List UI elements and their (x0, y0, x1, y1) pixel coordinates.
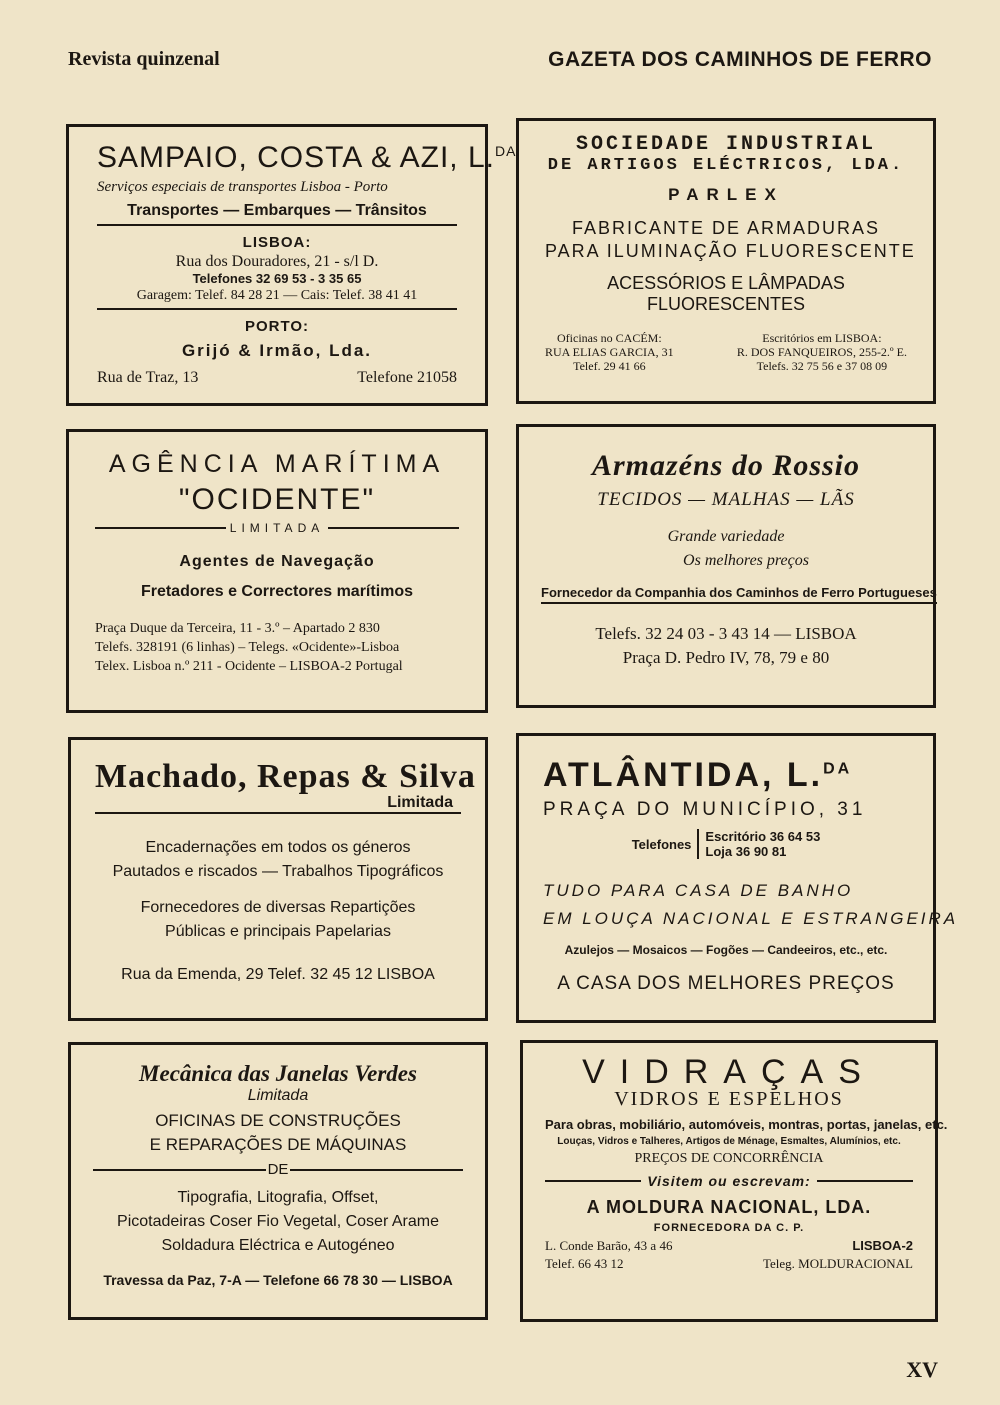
ad7-of2: E REPARAÇÕES DE MÁQUINAS (149, 1135, 407, 1154)
header-publication: Revista quinzenal (68, 48, 220, 70)
ad8-rule-right (817, 1180, 913, 1182)
header-title: GAZETA DOS CAMINHOS DE FERRO (548, 48, 932, 71)
ad7-footer: Travessa da Paz, 7-A — Telefone 66 78 30 — LISBOA (103, 1272, 453, 1288)
ad2-acc (545, 273, 907, 315)
ad2-brand: PARLEX (668, 185, 784, 204)
ad-vidracas (520, 1040, 948, 1322)
ad8-loucas: Louças, Vidros e Talheres, Artigos de Ménage, Esmaltes, Alumínios, etc. (557, 1136, 901, 1147)
ad2-acc-line2: FLUORESCENTES (646, 294, 806, 314)
ad-sociedade-industrial (516, 118, 936, 404)
ad7-de (93, 1161, 463, 1178)
ad3-rule-left (95, 527, 226, 529)
ad8-precos: PREÇOS DE CONCORRÊNCIA (634, 1151, 824, 1166)
ad2-office-label: Escritórios em LISBOA: (762, 331, 882, 345)
ad1-address-lisboa: Rua dos Douradores, 21 - s/l D. (175, 253, 379, 270)
ad6-tudo (543, 877, 959, 933)
ad3-addr1: Praça Duque da Terceira, 11 - 3.º – Apartado 2 830 (95, 621, 380, 636)
ad5-group1 (95, 836, 461, 884)
ad8-addr: L. Conde Barão, 43 a 46 (545, 1238, 673, 1253)
ad7-offices (93, 1109, 463, 1157)
ad2-acc-line1: ACESSÓRIOS E LÂMPADAS (607, 273, 845, 293)
ad8-mold: A MOLDURA NACIONAL, LDA. (586, 1197, 872, 1217)
ad8-visit (545, 1173, 913, 1189)
ad3-line2: "OCIDENTE" (178, 483, 376, 516)
ad7-of1: OFICINAS DE CONSTRUÇÕES (155, 1111, 401, 1130)
ad5-l4: Públicas e principais Papelarias (165, 923, 391, 940)
ad1-name-text: SAMPAIO, COSTA & AZI, L. (97, 141, 495, 174)
ad-atlantida (516, 733, 959, 1023)
ad6-name-sup: DA (823, 760, 853, 778)
ad6-square: PRAÇA DO MUNICÍPIO, 31 (543, 799, 867, 820)
ad8-visit-text: Visitem ou escrevam: (647, 1173, 811, 1189)
ad6-tudo1: TUDO PARA CASA DE BANHO (543, 881, 854, 900)
ad7-de-text: DE (267, 1161, 289, 1178)
ad6-shop: Loja 36 90 81 (705, 844, 787, 859)
ad7-rule-left (93, 1169, 266, 1171)
ad3-agents: Agentes de Navegação (179, 553, 375, 570)
ad8-city: LISBOA-2 (852, 1238, 913, 1253)
ad2-office (737, 331, 907, 373)
ad1-name (97, 141, 517, 175)
ad7-limited: Limitada (247, 1087, 309, 1104)
ad3-freight: Fretadores e Correctores marítimos (140, 583, 414, 600)
ad6-tudo2: EM LOUÇA NACIONAL E ESTRANGEIRA (543, 909, 959, 928)
ad2-office-address: R. DOS FANQUEIROS, 255-2.º E. (736, 345, 907, 359)
ad5-limited: Limitada (95, 794, 461, 814)
ad-machado-repas-silva (68, 737, 488, 1021)
ad-mecanica-janelas-verdes (68, 1042, 488, 1320)
ad5-l3: Fornecedores de diversas Repartições (140, 899, 416, 916)
ad1-phone-porto: Telefone 21058 (357, 369, 457, 386)
ad6-office: Escritório 36 64 53 (705, 829, 821, 844)
ad2-fab-line1: FABRICANTE DE ARMADURAS (571, 218, 881, 238)
ad1-footer (97, 369, 457, 387)
ad8-tel: Telef. 66 43 12 (545, 1256, 624, 1271)
ad8-teleg: Teleg. MOLDURACIONAL (762, 1256, 913, 1271)
ad1-services: Serviços especiais de transportes Lisboa - Porto (97, 179, 388, 195)
ad7-l1: Tipografia, Litografia, Offset, (177, 1189, 379, 1206)
ad2-office-phone: Telefs. 32 75 56 e 37 08 09 (756, 359, 888, 373)
ad8-name: VIDRAÇAS (582, 1053, 876, 1091)
ad1-address-porto: Rua de Traz, 13 (97, 369, 199, 386)
ad1-city-lisboa: LISBOA: (242, 234, 312, 251)
ad6-phones-list (697, 829, 820, 859)
ad3-rule-right (328, 527, 459, 529)
ad8-sub: VIDROS E ESPELHOS (614, 1088, 844, 1110)
ad3-limited (95, 521, 459, 535)
ad8-row1 (545, 1238, 913, 1254)
ad5-name: Machado, Repas & Silva (95, 758, 476, 795)
ad2-workshop-label: Oficinas no CACÉM: (557, 331, 662, 345)
ad5-group2 (95, 896, 461, 944)
ad2-name-line2: DE ARTIGOS ELÉCTRICOS, LDA. (547, 156, 905, 175)
ad1-name-sup: DA (495, 143, 517, 159)
ad4-var1: Grande variedade (667, 528, 785, 545)
ad5-l1: Encadernações em todos os géneros (145, 839, 411, 856)
ad6-phones-label: Telefones (631, 836, 692, 852)
ad2-name-line1: SOCIEDADE INDUSTRIAL (575, 133, 877, 156)
ad2-workshop-phone: Telef. 29 41 66 (573, 359, 646, 373)
ad3-addr3: Telex. Lisboa n.º 211 - Ocidente – LISBOA-2 Portugal (95, 659, 403, 674)
ad1-city-porto: PORTO: (244, 318, 310, 335)
ad7-list (93, 1186, 463, 1258)
ad6-phones (543, 829, 909, 859)
ad4-supplier: Fornecedor da Companhia dos Caminhos de Ferro Portugueses (541, 585, 937, 604)
ad7-l3: Soldadura Eléctrica e Autogéneo (161, 1237, 395, 1254)
ad5-l2: Pautados e riscados — Trabalhos Tipográficos (112, 863, 444, 880)
ad8-para: Para obras, mobiliário, automóveis, montras, portas, janelas, etc. (545, 1117, 948, 1132)
ad4-name: Armazéns do Rossio (591, 449, 861, 482)
ad4-variety (541, 525, 911, 573)
ad6-name (543, 756, 909, 795)
ad5-footer: Rua da Emenda, 29 Telef. 32 45 12 LISBOA (121, 966, 435, 983)
ad2-fab (545, 217, 916, 263)
ad1-garage: Garagem: Telef. 84 28 21 — Cais: Telef. 38 41 41 (97, 288, 457, 310)
page-number: XV (906, 1357, 938, 1382)
ad-armazens-rossio (516, 424, 936, 708)
ad8-row2 (545, 1256, 913, 1272)
ad1-transports: Transportes — Embarques — Trânsitos (97, 202, 457, 226)
ad6-items: Azulejos — Mosaicos — Fogões — Candeeiros, etc., etc. (564, 943, 888, 957)
ad4-var2: Os melhores preços (683, 552, 809, 569)
ad2-workshop (545, 331, 674, 373)
ad8-forn: FORNECEDORA DA C. P. (653, 1222, 805, 1234)
ad2-workshop-address: RUA ELIAS GARCIA, 31 (545, 345, 674, 359)
ad2-locations (545, 331, 907, 373)
ad3-limited-text: LIMITADA (229, 521, 325, 535)
ad3-addr2: Telefs. 328191 (6 linhas) – Telegs. «Ocidente»-Lisboa (95, 640, 400, 655)
ad2-fab-line2: PARA ILUMINAÇÃO FLUORESCENTE (545, 241, 916, 261)
ad6-casa: A CASA DOS MELHORES PREÇOS (557, 973, 895, 994)
ad6-name-text: ATLÂNTIDA, L. (543, 756, 824, 794)
ad7-l2: Picotadeiras Coser Fio Vegetal, Coser Arame (117, 1213, 439, 1230)
ad1-firm-porto: Grijó & Irmão, Lda. (181, 341, 373, 360)
ad8-rule-left (545, 1180, 641, 1182)
ad7-rule-right (290, 1169, 463, 1171)
ad-agencia-maritima (66, 429, 488, 713)
ad4-phones: Telefs. 32 24 03 - 3 43 14 — LISBOA (595, 624, 857, 643)
ad4-contact (541, 622, 911, 670)
ad3-line1: AGÊNCIA MARÍTIMA (108, 450, 446, 478)
ad1-phones-lisboa: Telefones 32 69 53 - 3 35 65 (192, 271, 362, 286)
ad4-goods: TECIDOS — MALHAS — LÃS (597, 489, 855, 510)
ad-sampaio-costa-azi (66, 124, 517, 406)
ad4-address: Praça D. Pedro IV, 78, 79 e 80 (622, 648, 830, 667)
ad7-name: Mecânica das Janelas Verdes (139, 1061, 417, 1086)
